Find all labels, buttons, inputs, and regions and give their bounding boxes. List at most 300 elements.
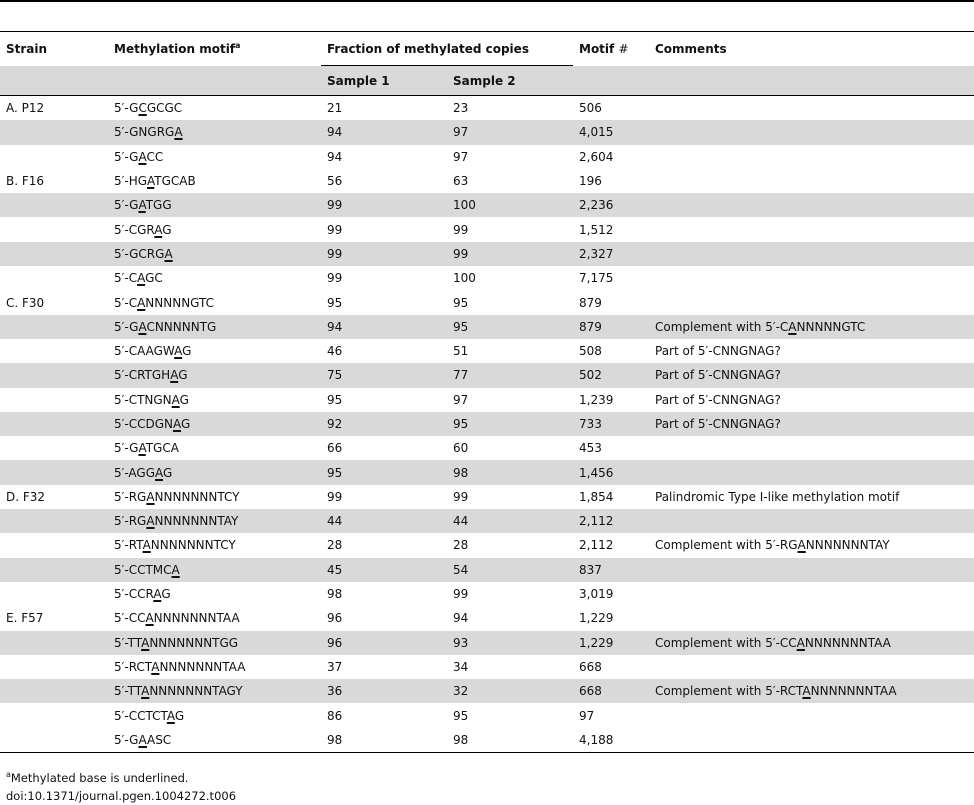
motif-prefix: 5′-RG	[114, 514, 147, 529]
cell-sample-1: 46	[327, 344, 343, 359]
cell-strain	[0, 145, 108, 169]
motif-suffix: TGCA	[145, 441, 179, 456]
cell-motif-count: 502	[573, 363, 649, 387]
cell-comment	[649, 436, 974, 460]
header-strain: Strain	[0, 32, 108, 66]
cell-sample-1: 75	[321, 363, 447, 387]
motif-methylated-base: A	[174, 344, 183, 359]
comment-suffix: NNNNNNNTAA	[804, 635, 891, 650]
footnote	[6, 766, 236, 805]
cell-sample-2: 99	[453, 222, 469, 237]
cell-sample-2: 100	[447, 193, 573, 217]
cell-sample-1: 99	[327, 489, 343, 504]
header-motif-label: Methylation motif	[114, 42, 236, 57]
cell-sample-1: 96	[321, 631, 447, 655]
cell-sample-2: 99	[447, 242, 573, 266]
comment-prefix: Complement with 5′-CC	[655, 635, 797, 650]
cell-sample-1: 56	[327, 174, 343, 189]
header-motif-footnote-marker: a	[235, 41, 241, 51]
cell-motif-count: 506	[579, 101, 602, 116]
header-sample-1: Sample 1	[321, 66, 447, 96]
table-row	[0, 728, 974, 753]
cell-strain: A. P12	[6, 101, 45, 116]
cell-strain	[0, 217, 108, 241]
table-row	[0, 96, 974, 121]
subheader-row	[0, 66, 974, 96]
header-row	[0, 32, 974, 66]
cell-comment	[649, 703, 974, 727]
motif-suffix: GC	[145, 271, 163, 286]
cell-strain: C. F30	[6, 295, 45, 310]
motif-methylated-base: A	[151, 659, 160, 674]
motif-methylated-base: A	[146, 514, 155, 529]
cell-motif	[108, 655, 321, 679]
footnote-text	[6, 766, 236, 787]
cell-motif-count: 879	[579, 295, 602, 310]
table-row	[0, 485, 974, 509]
table-row	[0, 679, 974, 703]
footnote-body: Methylated base is underlined.	[10, 770, 189, 785]
cell-motif	[108, 728, 321, 753]
cell-strain	[0, 558, 108, 582]
cell-motif	[108, 96, 321, 121]
table-body	[0, 96, 974, 753]
table-row	[0, 631, 974, 655]
motif-suffix: G	[161, 587, 171, 602]
cell-motif-count: 1,229	[573, 631, 649, 655]
cell-strain	[0, 582, 108, 606]
cell-motif-count: 4,188	[573, 728, 649, 753]
motif-methylated-base: C	[138, 101, 147, 116]
cell-strain: E. F57	[6, 611, 44, 626]
motif-suffix: ASC	[146, 732, 172, 747]
cell-motif-count: 2,112	[579, 538, 614, 553]
motif-prefix: 5′-CCTMC	[114, 562, 172, 577]
motif-methylated-base: A	[154, 222, 163, 237]
cell-sample-1: 44	[321, 509, 447, 533]
cell-motif-count: 837	[573, 558, 649, 582]
cell-sample-1: 36	[321, 679, 447, 703]
cell-motif-count: 2,327	[573, 242, 649, 266]
cell-strain	[0, 631, 108, 655]
cell-motif-count: 1,456	[573, 460, 649, 484]
cell-motif	[108, 460, 321, 484]
cell-motif-count: 1,239	[579, 392, 614, 407]
cell-motif	[108, 145, 321, 169]
cell-motif-count: 668	[573, 679, 649, 703]
header-motif-count	[573, 32, 649, 66]
cell-comment	[649, 679, 974, 703]
cell-motif	[108, 169, 321, 193]
motif-suffix: GCGC	[146, 101, 183, 116]
motif-prefix: 5′-G	[114, 441, 139, 456]
cell-comment	[649, 655, 974, 679]
cell-comment	[649, 217, 974, 241]
motif-methylated-base: A	[137, 271, 146, 286]
motif-suffix: G	[162, 222, 172, 237]
cell-strain	[0, 412, 108, 436]
motif-prefix: 5′-TT	[114, 684, 142, 699]
cell-motif-count: 7,175	[579, 271, 614, 286]
motif-prefix: 5′-CAAGW	[114, 344, 175, 359]
cell-comment	[649, 290, 974, 314]
top-rule	[0, 0, 974, 2]
motif-methylated-base: A	[164, 246, 173, 261]
cell-comment	[649, 339, 974, 363]
comment-methylated-base: A	[797, 538, 806, 553]
cell-comment	[649, 606, 974, 630]
motif-methylated-base: A	[137, 295, 146, 310]
cell-sample-1: 95	[321, 460, 447, 484]
cell-comment	[649, 728, 974, 753]
cell-sample-2: 98	[447, 728, 573, 753]
cell-sample-1: 92	[321, 412, 447, 436]
cell-comment	[649, 120, 974, 144]
table-row	[0, 388, 974, 412]
cell-comment	[649, 242, 974, 266]
cell-motif-count: 668	[579, 659, 602, 674]
cell-strain: D. F32	[6, 489, 46, 504]
motif-methylated-base: A	[155, 465, 164, 480]
cell-sample-1: 99	[321, 242, 447, 266]
cell-sample-2: 97	[453, 149, 469, 164]
comment-methylated-base: A	[802, 684, 811, 699]
cell-sample-2: 98	[447, 460, 573, 484]
table-row	[0, 315, 974, 339]
motif-suffix: NNNNNNNTAY	[154, 514, 239, 529]
motif-prefix: 5′-CCR	[114, 587, 154, 602]
methylation-motif-table	[0, 31, 974, 753]
comment-prefix: Palindromic Type I-like methylation motif	[655, 489, 900, 504]
cell-sample-2: 95	[453, 708, 469, 723]
motif-prefix: 5′-G	[114, 198, 139, 213]
motif-prefix: 5′-HG	[114, 174, 148, 189]
comment-prefix: Part of 5′-CNNGNAG?	[655, 417, 781, 431]
cell-motif	[108, 290, 321, 314]
cell-strain: B. F16	[6, 174, 45, 189]
table-row	[0, 363, 974, 387]
cell-motif-count: 4,015	[573, 120, 649, 144]
cell-strain	[0, 728, 108, 753]
cell-strain	[0, 363, 108, 387]
cell-sample-2: 99	[453, 587, 469, 602]
motif-prefix: 5′-C	[114, 271, 138, 286]
table-row	[0, 412, 974, 436]
cell-motif-count: 1,229	[579, 611, 614, 626]
table-row	[0, 145, 974, 169]
cell-comment	[649, 485, 974, 509]
cell-sample-1: 86	[327, 708, 343, 723]
cell-comment	[649, 558, 974, 582]
cell-sample-1: 95	[327, 295, 343, 310]
motif-methylated-base: A	[166, 708, 175, 723]
table-row	[0, 169, 974, 193]
cell-motif	[108, 339, 321, 363]
cell-sample-2: 77	[447, 363, 573, 387]
table-row	[0, 703, 974, 727]
cell-sample-2: 54	[447, 558, 573, 582]
cell-motif	[108, 558, 321, 582]
cell-sample-2: 95	[447, 412, 573, 436]
motif-methylated-base: A	[153, 587, 162, 602]
cell-sample-2: 95	[447, 315, 573, 339]
header-fraction: Fraction of methylated copies	[321, 32, 573, 66]
table-row	[0, 558, 974, 582]
motif-prefix: 5′-RT	[114, 538, 143, 553]
motif-prefix: 5′-CCDGN	[114, 417, 173, 431]
motif-prefix: 5′-AGG	[114, 465, 156, 480]
motif-prefix: 5′-CTNGN	[114, 392, 172, 407]
table-row	[0, 606, 974, 630]
cell-sample-2: 60	[453, 441, 469, 456]
cell-comment	[649, 266, 974, 290]
motif-suffix: NNNNNGTC	[145, 295, 215, 310]
cell-strain	[0, 120, 108, 144]
motif-methylated-base: A	[145, 611, 154, 626]
cell-motif-count: 733	[573, 412, 649, 436]
cell-comment	[649, 631, 974, 655]
cell-comment	[649, 509, 974, 533]
motif-prefix: 5′-GNGRG	[114, 125, 175, 140]
cell-motif-count: 97	[579, 708, 595, 723]
cell-sample-2: 63	[453, 174, 469, 189]
cell-sample-2: 32	[447, 679, 573, 703]
motif-prefix: 5′-C	[114, 295, 138, 310]
motif-prefix: 5′-GCRG	[114, 246, 165, 261]
motif-suffix: G	[163, 465, 173, 480]
motif-suffix: NNNNNNNTCY	[154, 489, 240, 504]
cell-comment	[649, 582, 974, 606]
cell-sample-2: 28	[453, 538, 469, 553]
header-motif-count-label: Motif	[579, 41, 615, 56]
motif-methylated-base: A	[138, 441, 146, 456]
motif-suffix: NNNNNNNTAA	[159, 659, 246, 674]
cell-strain	[0, 242, 108, 266]
cell-sample-2: 93	[447, 631, 573, 655]
cell-sample-1: 99	[327, 271, 343, 286]
cell-motif-count: 2,112	[573, 509, 649, 533]
header-motif	[108, 32, 321, 66]
motif-prefix: 5′-RG	[114, 489, 147, 504]
cell-sample-1: 37	[327, 659, 343, 674]
motif-methylated-base: A	[147, 174, 155, 189]
motif-prefix: 5′-CGR	[114, 222, 155, 237]
table-row	[0, 655, 974, 679]
motif-suffix: TGCAB	[154, 174, 196, 189]
table-row	[0, 290, 974, 314]
cell-motif-count: 453	[579, 441, 602, 456]
comment-prefix: Part of 5′-CNNGNAG?	[655, 392, 781, 407]
cell-comment	[649, 193, 974, 217]
cell-strain	[0, 703, 108, 727]
cell-sample-1: 21	[327, 101, 343, 116]
cell-sample-2: 23	[453, 101, 469, 116]
doi-text: doi:10.1371/journal.pgen.1004272.t006	[6, 788, 237, 803]
motif-prefix: 5′-RCT	[114, 659, 152, 674]
cell-motif	[108, 388, 321, 412]
table-row	[0, 120, 974, 144]
comment-prefix: Complement with 5′-RG	[655, 538, 798, 553]
cell-motif	[108, 217, 321, 241]
cell-comment	[649, 169, 974, 193]
cell-motif-count: 1,512	[579, 222, 614, 237]
cell-sample-1: 98	[321, 728, 447, 753]
cell-motif	[108, 242, 321, 266]
cell-sample-2: 34	[453, 659, 469, 674]
motif-methylated-base: A	[138, 149, 147, 164]
comment-methylated-base: A	[788, 319, 797, 334]
table-row	[0, 217, 974, 241]
cell-motif	[108, 679, 321, 703]
cell-sample-1: 96	[327, 611, 343, 626]
cell-comment	[649, 460, 974, 484]
cell-motif	[108, 533, 321, 557]
header-comments: Comments	[649, 32, 974, 66]
table-row	[0, 460, 974, 484]
motif-suffix: G	[178, 368, 188, 383]
comment-suffix: NNNNNNNTAY	[805, 538, 890, 553]
cell-strain	[0, 679, 108, 703]
cell-motif	[108, 582, 321, 606]
cell-sample-1: 28	[327, 538, 343, 553]
cell-strain	[0, 266, 108, 290]
comment-suffix: NNNNNGTC	[796, 319, 866, 334]
cell-strain	[0, 315, 108, 339]
table-row	[0, 533, 974, 557]
cell-sample-2: 97	[453, 392, 469, 407]
header-sample-2: Sample 2	[447, 66, 573, 96]
comment-prefix: Part of 5′-CNNGNAG?	[655, 344, 781, 359]
cell-comment	[649, 533, 974, 557]
comment-prefix: Complement with 5′-C	[655, 319, 789, 334]
motif-methylated-base: A	[171, 392, 180, 407]
motif-methylated-base: A	[171, 562, 180, 577]
table-row	[0, 509, 974, 533]
motif-methylated-base: A	[172, 417, 181, 431]
comment-prefix: Complement with 5′-RCT	[655, 684, 803, 699]
cell-strain	[0, 388, 108, 412]
cell-strain	[0, 460, 108, 484]
cell-comment	[649, 96, 974, 121]
table-row	[0, 266, 974, 290]
motif-prefix: 5′-CCTCT	[114, 708, 167, 723]
motif-methylated-base: A	[146, 489, 155, 504]
motif-suffix: G	[180, 417, 191, 431]
comment-suffix: NNNNNNNTAA	[810, 684, 897, 699]
footnote-marker: a	[6, 770, 11, 779]
cell-comment	[649, 315, 974, 339]
cell-motif	[108, 606, 321, 630]
cell-comment	[649, 388, 974, 412]
motif-methylated-base: A	[138, 319, 147, 334]
cell-sample-2: 44	[447, 509, 573, 533]
cell-motif	[108, 315, 321, 339]
motif-suffix: CNNNNNTG	[146, 319, 217, 334]
cell-sample-2: 95	[453, 295, 469, 310]
cell-sample-1: 99	[321, 193, 447, 217]
motif-suffix: TGG	[145, 198, 172, 213]
cell-motif-count: 879	[573, 315, 649, 339]
comment-methylated-base: A	[796, 635, 805, 650]
motif-prefix: 5′-G	[114, 732, 139, 747]
cell-motif	[108, 363, 321, 387]
motif-methylated-base: A	[141, 684, 150, 699]
motif-suffix: NNNNNNNTAA	[153, 611, 240, 626]
cell-motif-count: 196	[579, 174, 602, 189]
cell-sample-1: 94	[321, 315, 447, 339]
cell-strain	[0, 533, 108, 557]
motif-suffix: NNNNNNNTCY	[150, 538, 236, 553]
cell-motif	[108, 631, 321, 655]
table-row	[0, 193, 974, 217]
cell-motif	[108, 412, 321, 436]
cell-sample-1: 99	[327, 222, 343, 237]
cell-motif	[108, 485, 321, 509]
cell-motif	[108, 266, 321, 290]
motif-suffix: G	[179, 392, 189, 407]
header-motif-count-symbol: #	[618, 41, 629, 56]
motif-prefix: 5′-CC	[114, 611, 146, 626]
cell-sample-2: 97	[447, 120, 573, 144]
cell-motif-count: 508	[579, 344, 602, 359]
motif-methylated-base: A	[174, 125, 183, 140]
cell-motif-count: 2,604	[579, 149, 614, 164]
motif-suffix: NNNNNNNTGG	[149, 635, 239, 650]
cell-motif	[108, 703, 321, 727]
motif-prefix: 5′-CRTGH	[114, 368, 171, 383]
motif-prefix: 5′-G	[114, 149, 139, 164]
cell-motif	[108, 436, 321, 460]
cell-sample-1: 66	[327, 441, 343, 456]
motif-suffix: NNNNNNNTAGY	[149, 684, 243, 699]
cell-motif-count: 2,236	[573, 193, 649, 217]
cell-strain	[0, 509, 108, 533]
cell-motif-count: 1,854	[579, 489, 614, 504]
motif-suffix: G	[182, 344, 192, 359]
motif-suffix: G	[174, 708, 185, 723]
motif-prefix: 5′-TT	[114, 635, 142, 650]
cell-sample-2: 99	[453, 489, 469, 504]
cell-sample-1: 94	[321, 120, 447, 144]
cell-motif-count: 3,019	[579, 587, 614, 602]
cell-sample-1: 98	[327, 587, 343, 602]
cell-motif	[108, 193, 321, 217]
cell-strain	[0, 193, 108, 217]
cell-sample-1: 45	[321, 558, 447, 582]
table-row	[0, 242, 974, 266]
cell-sample-2: 100	[453, 271, 476, 286]
cell-sample-2: 94	[453, 611, 469, 626]
motif-prefix: 5′-G	[114, 319, 139, 334]
table-row	[0, 436, 974, 460]
cell-sample-1: 95	[327, 392, 343, 407]
cell-comment	[649, 412, 974, 436]
motif-suffix: CC	[146, 149, 164, 164]
cell-strain	[0, 339, 108, 363]
motif-prefix: 5′-G	[114, 101, 139, 116]
table-row	[0, 582, 974, 606]
motif-methylated-base: A	[141, 635, 150, 650]
cell-comment	[649, 363, 974, 387]
motif-methylated-base: A	[138, 732, 147, 747]
motif-methylated-base: A	[170, 368, 179, 383]
cell-motif	[108, 120, 321, 144]
motif-methylated-base: A	[138, 198, 146, 213]
comment-prefix: Part of 5′-CNNGNAG?	[655, 368, 781, 383]
cell-comment	[649, 145, 974, 169]
table-row	[0, 339, 974, 363]
motif-methylated-base: A	[142, 538, 151, 553]
